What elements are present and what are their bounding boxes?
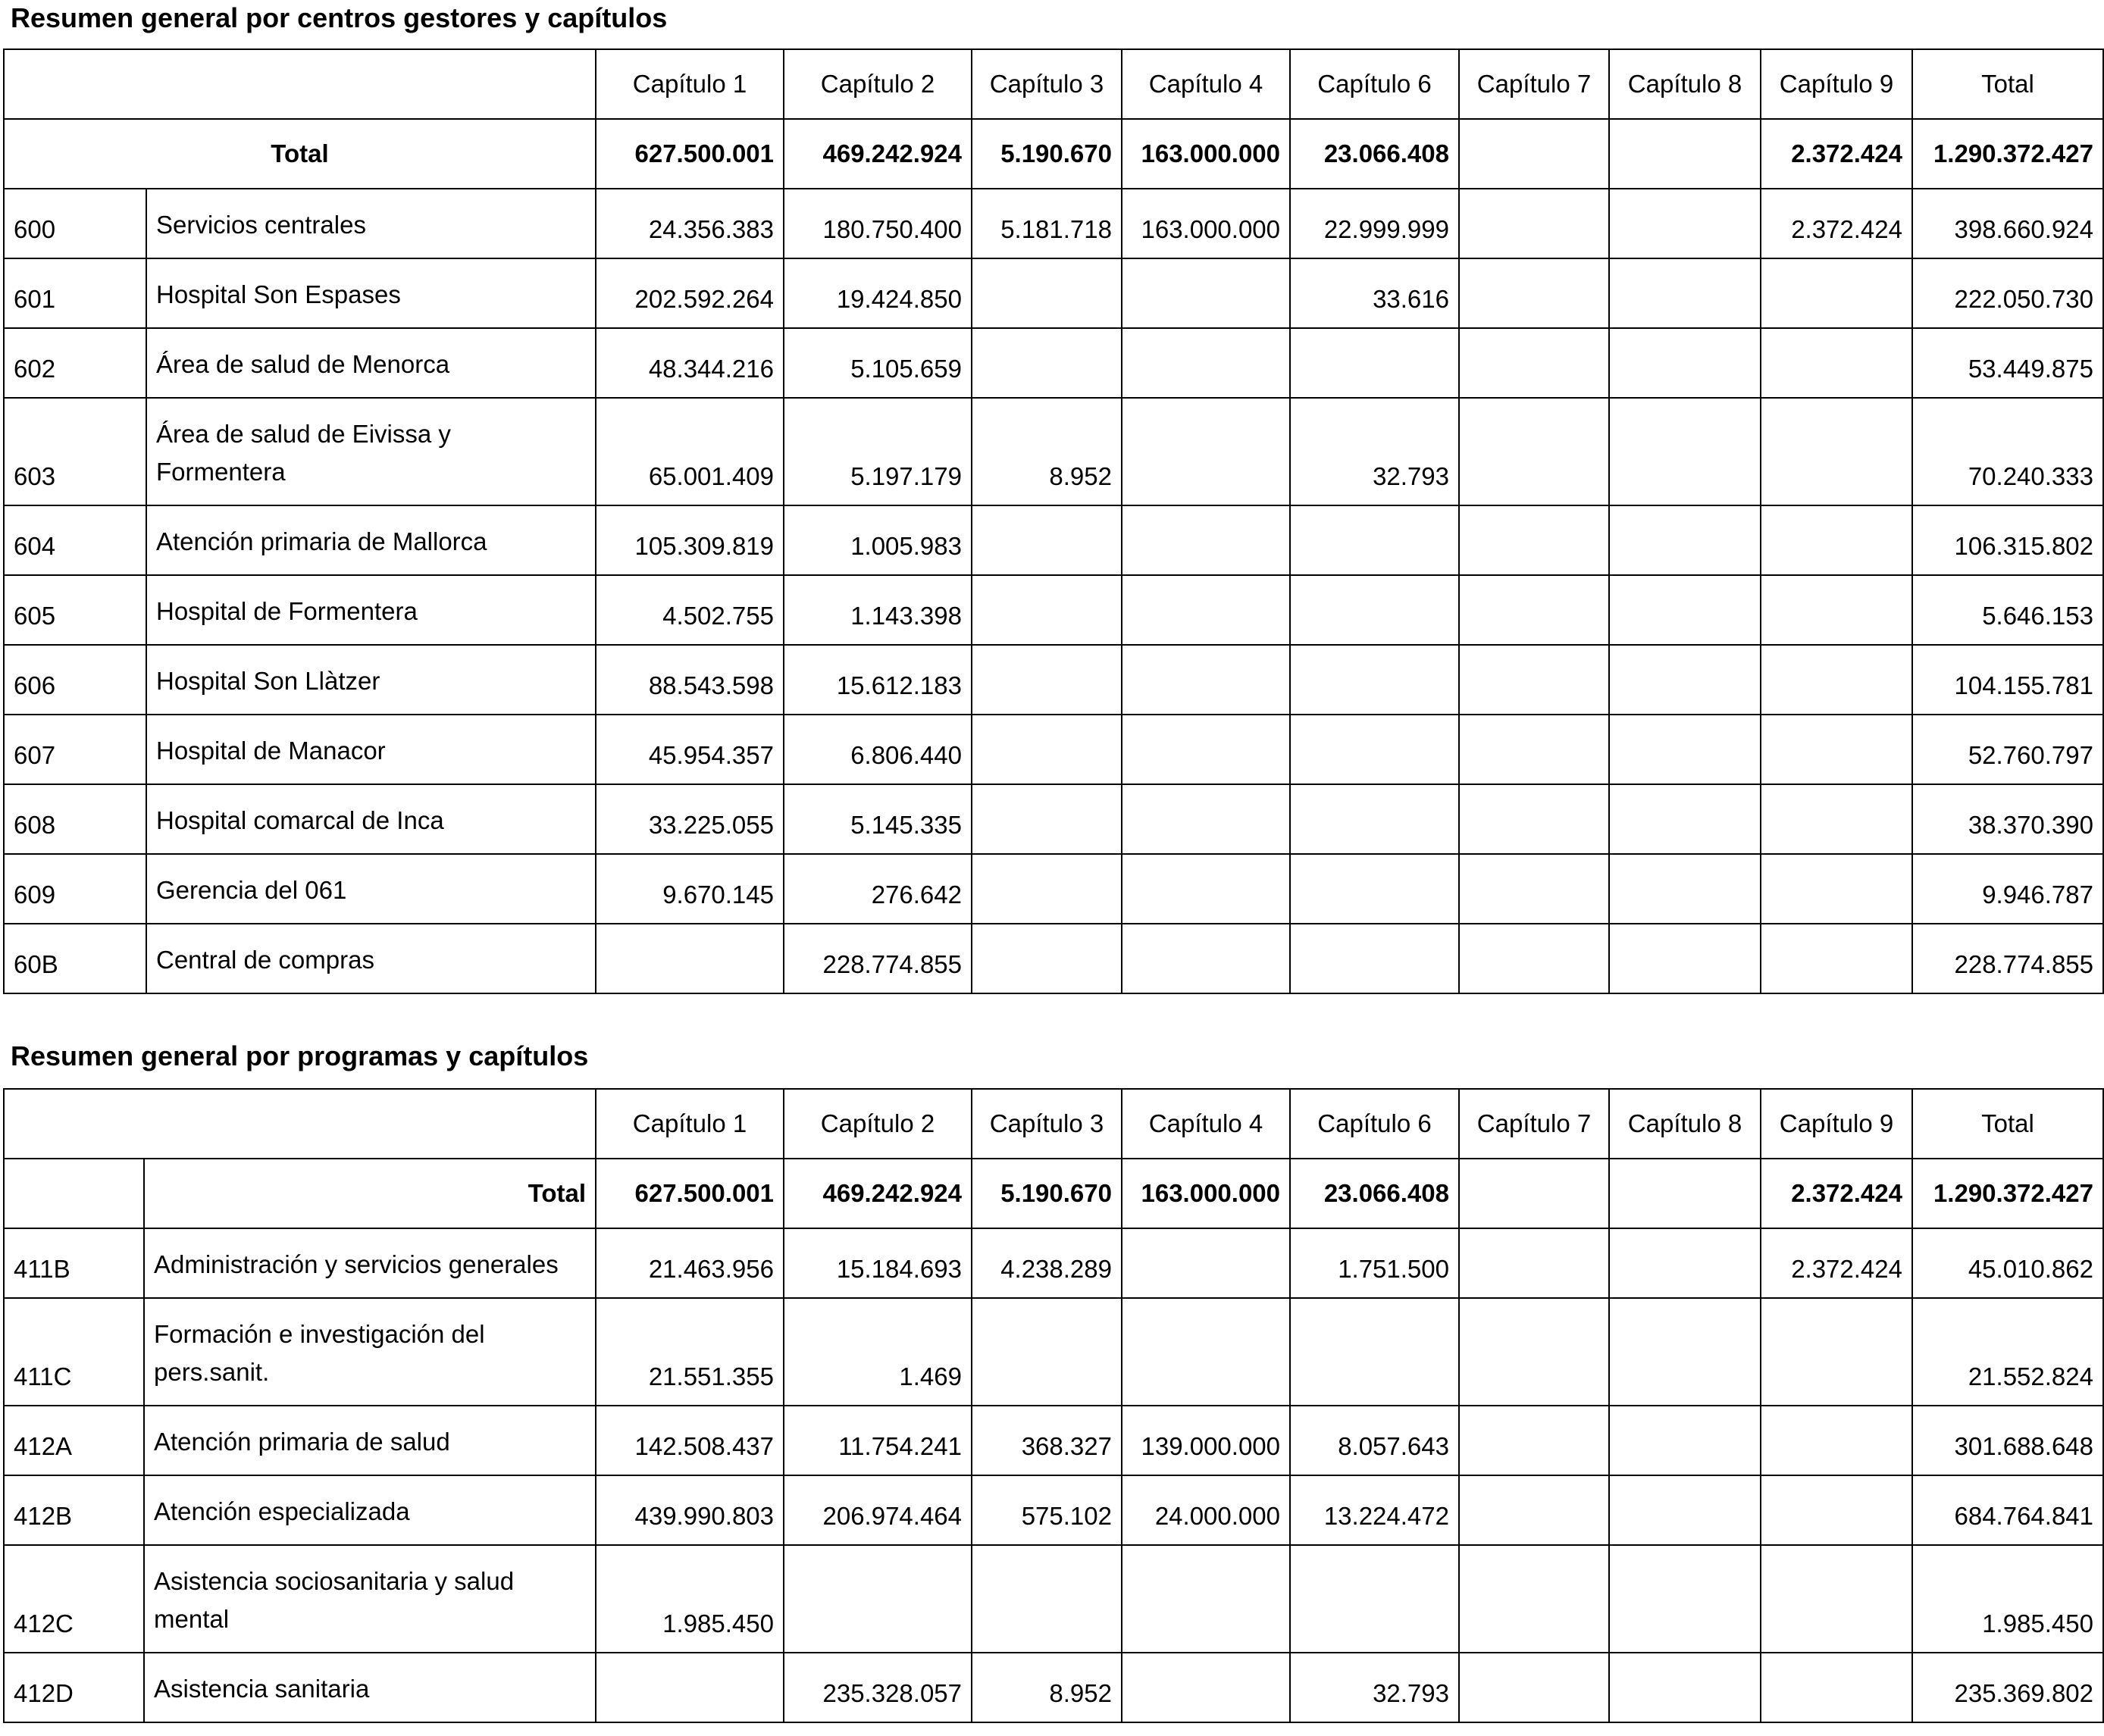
value-cell: 5.197.179 [784,398,972,505]
value-cell [1761,784,1912,854]
value-cell: 53.449.875 [1912,328,2103,398]
row-name: Servicios centrales [146,189,596,258]
value-cell [1459,1545,1609,1653]
value-cell [1609,854,1761,924]
value-cell: 1.985.450 [1912,1545,2103,1653]
column-header: Capítulo 9 [1761,1089,1912,1159]
value-cell: 5.646.153 [1912,575,2103,645]
table-row [4,1545,2103,1653]
value-cell: 6.806.440 [784,715,972,784]
value-cell: 301.688.648 [1912,1406,2103,1475]
value-cell: 21.551.355 [596,1298,784,1406]
value-cell [1761,715,1912,784]
value-cell: 222.050.730 [1912,258,2103,328]
value-cell: 4.238.289 [972,1228,1122,1298]
value-cell [1459,854,1609,924]
value-cell: 235.328.057 [784,1653,972,1722]
value-cell [1122,258,1290,328]
value-cell [1459,1653,1609,1722]
row-code: 412C [4,1545,144,1653]
total-value-cell: 163.000.000 [1122,1159,1290,1228]
row-code: 605 [4,575,146,645]
value-cell [1761,1653,1912,1722]
table-row [4,715,2103,784]
value-cell [1609,328,1761,398]
value-cell: 52.760.797 [1912,715,2103,784]
value-cell [972,784,1122,854]
column-header: Capítulo 9 [1761,49,1912,119]
value-cell [1609,575,1761,645]
value-cell: 9.670.145 [596,854,784,924]
table-row [4,398,2103,505]
total-value-cell: 163.000.000 [1122,119,1290,189]
value-cell [972,505,1122,575]
row-name: Hospital comarcal de Inca [146,784,596,854]
row-code: 604 [4,505,146,575]
value-cell: 38.370.390 [1912,784,2103,854]
value-cell: 11.754.241 [784,1406,972,1475]
total-label: Total [144,1159,596,1228]
row-name: Atención primaria de salud [144,1406,596,1475]
centros-gestores-table [3,48,2104,994]
value-cell [1459,189,1609,258]
row-code: 412B [4,1475,144,1545]
value-cell [1609,1298,1761,1406]
value-cell [784,1545,972,1653]
table-row [4,854,2103,924]
value-cell [1761,1545,1912,1653]
row-code: 607 [4,715,146,784]
row-code: 412D [4,1653,144,1722]
value-cell [596,1653,784,1722]
value-cell [1459,505,1609,575]
value-cell: 276.642 [784,854,972,924]
value-cell [1290,328,1459,398]
total-row [4,119,2103,189]
value-cell: 19.424.850 [784,258,972,328]
row-code: 412A [4,1406,144,1475]
row-name: Central de compras [146,924,596,993]
value-cell: 368.327 [972,1406,1122,1475]
row-name: Área de salud de Menorca [146,328,596,398]
value-cell [1290,645,1459,715]
table-row [4,505,2103,575]
total-value-cell: 627.500.001 [596,119,784,189]
row-code: 609 [4,854,146,924]
value-cell [1290,924,1459,993]
row-name: Atención especializada [144,1475,596,1545]
value-cell [1609,1406,1761,1475]
total-label: Total [4,119,596,189]
value-cell [1761,575,1912,645]
value-cell: 22.999.999 [1290,189,1459,258]
value-cell: 1.985.450 [596,1545,784,1653]
value-cell: 15.612.183 [784,645,972,715]
value-cell [1459,784,1609,854]
value-cell [1290,715,1459,784]
value-cell [972,258,1122,328]
section2-title: Resumen general por programas y capítulos [11,1040,589,1071]
value-cell [1761,645,1912,715]
value-cell: 88.543.598 [596,645,784,715]
value-cell [1459,575,1609,645]
column-header: Capítulo 8 [1609,49,1761,119]
value-cell [1609,1545,1761,1653]
value-cell [1609,1228,1761,1298]
column-header: Capítulo 1 [596,49,784,119]
value-cell: 33.616 [1290,258,1459,328]
table-row [4,328,2103,398]
value-cell [1122,784,1290,854]
value-cell [972,328,1122,398]
value-cell: 33.225.055 [596,784,784,854]
total-value-cell: 1.290.372.427 [1912,1159,2103,1228]
table-row [4,1475,2103,1545]
value-cell: 575.102 [972,1475,1122,1545]
value-cell [1459,328,1609,398]
value-cell: 15.184.693 [784,1228,972,1298]
value-cell: 104.155.781 [1912,645,2103,715]
row-code: 606 [4,645,146,715]
value-cell [972,715,1122,784]
value-cell [1459,715,1609,784]
total-value-cell [1609,1159,1761,1228]
value-cell: 70.240.333 [1912,398,2103,505]
row-name: Hospital Son Llàtzer [146,645,596,715]
value-cell [1459,1298,1609,1406]
value-cell: 8.952 [972,1653,1122,1722]
value-cell [1459,1406,1609,1475]
value-cell: 4.502.755 [596,575,784,645]
value-cell: 65.001.409 [596,398,784,505]
header-blank-cell [4,1089,596,1159]
value-cell [1122,328,1290,398]
value-cell [1609,398,1761,505]
value-cell: 1.751.500 [1290,1228,1459,1298]
column-header: Capítulo 7 [1459,49,1609,119]
value-cell [1290,854,1459,924]
value-cell: 228.774.855 [1912,924,2103,993]
total-value-cell: 2.372.424 [1761,1159,1912,1228]
value-cell [1290,505,1459,575]
value-cell: 5.145.335 [784,784,972,854]
total-value-cell: 469.242.924 [784,119,972,189]
value-cell [972,854,1122,924]
value-cell [1761,1406,1912,1475]
table-row [4,1228,2103,1298]
value-cell [1290,784,1459,854]
value-cell: 2.372.424 [1761,1228,1912,1298]
total-value-cell: 2.372.424 [1761,119,1912,189]
value-cell: 206.974.464 [784,1475,972,1545]
value-cell: 32.793 [1290,398,1459,505]
value-cell [1122,505,1290,575]
value-cell: 21.552.824 [1912,1298,2103,1406]
value-cell [1609,1653,1761,1722]
table-row [4,1653,2103,1722]
row-name: Hospital Son Espases [146,258,596,328]
column-header: Capítulo 4 [1122,49,1290,119]
section1-title: Resumen general por centros gestores y capítulos [11,2,668,33]
row-name: Atención primaria de Mallorca [146,505,596,575]
header-blank-cell [4,49,596,119]
value-cell: 163.000.000 [1122,189,1290,258]
row-code: 411C [4,1298,144,1406]
value-cell: 439.990.803 [596,1475,784,1545]
total-value-cell: 627.500.001 [596,1159,784,1228]
value-cell [972,1545,1122,1653]
value-cell [1122,854,1290,924]
total-value-cell [1459,1159,1609,1228]
value-cell: 21.463.956 [596,1228,784,1298]
value-cell: 398.660.924 [1912,189,2103,258]
value-cell [1609,505,1761,575]
value-cell: 228.774.855 [784,924,972,993]
table-row [4,924,2103,993]
value-cell [1609,1475,1761,1545]
value-cell [1122,575,1290,645]
total-value-cell [1459,119,1609,189]
value-cell [1609,715,1761,784]
row-name: Asistencia sociosanitaria y salud mental [144,1545,596,1653]
value-cell: 2.372.424 [1761,189,1912,258]
row-code: 603 [4,398,146,505]
table-row [4,575,2103,645]
value-cell [1290,1298,1459,1406]
value-cell [1761,854,1912,924]
row-name: Administración y servicios generales [144,1228,596,1298]
column-header: Total [1912,1089,2103,1159]
column-header: Capítulo 3 [972,49,1122,119]
value-cell [1761,924,1912,993]
value-cell: 684.764.841 [1912,1475,2103,1545]
total-row [4,1159,2103,1228]
value-cell [1761,505,1912,575]
value-cell: 8.057.643 [1290,1406,1459,1475]
value-cell: 1.143.398 [784,575,972,645]
row-code: 601 [4,258,146,328]
row-name: Hospital de Manacor [146,715,596,784]
value-cell [1122,1228,1290,1298]
value-cell [1122,924,1290,993]
row-name: Formación e investigación del pers.sanit. [144,1298,596,1406]
header-row [4,49,2103,119]
row-code: 608 [4,784,146,854]
value-cell [972,1298,1122,1406]
value-cell [1761,1298,1912,1406]
value-cell: 142.508.437 [596,1406,784,1475]
header-row [4,1089,2103,1159]
value-cell: 32.793 [1290,1653,1459,1722]
table-row [4,189,2103,258]
value-cell: 5.181.718 [972,189,1122,258]
row-name: Asistencia sanitaria [144,1653,596,1722]
column-header: Capítulo 2 [784,1089,972,1159]
total-value-cell: 469.242.924 [784,1159,972,1228]
value-cell [1761,258,1912,328]
table-row [4,645,2103,715]
value-cell: 45.010.862 [1912,1228,2103,1298]
row-code: 411B [4,1228,144,1298]
column-header: Total [1912,49,2103,119]
value-cell: 235.369.802 [1912,1653,2103,1722]
value-cell [1290,575,1459,645]
total-value-cell [1609,119,1761,189]
value-cell: 8.952 [972,398,1122,505]
table-row [4,1298,2103,1406]
total-value-cell: 5.190.670 [972,1159,1122,1228]
table-row [4,258,2103,328]
value-cell [972,924,1122,993]
value-cell: 9.946.787 [1912,854,2103,924]
table-row [4,784,2103,854]
total-value-cell: 1.290.372.427 [1912,119,2103,189]
value-cell [1459,258,1609,328]
column-header: Capítulo 1 [596,1089,784,1159]
value-cell: 48.344.216 [596,328,784,398]
programas-table [3,1088,2104,1723]
value-cell [1761,398,1912,505]
total-value-cell: 5.190.670 [972,119,1122,189]
value-cell [1609,784,1761,854]
value-cell: 45.954.357 [596,715,784,784]
row-code: 60B [4,924,146,993]
value-cell [1609,189,1761,258]
value-cell [1609,258,1761,328]
value-cell: 1.005.983 [784,505,972,575]
value-cell [1290,1545,1459,1653]
value-cell [972,575,1122,645]
row-name: Gerencia del 061 [146,854,596,924]
value-cell [972,645,1122,715]
row-code: 602 [4,328,146,398]
column-header: Capítulo 7 [1459,1089,1609,1159]
value-cell [1122,398,1290,505]
value-cell [1761,328,1912,398]
value-cell: 1.469 [784,1298,972,1406]
value-cell [1122,715,1290,784]
row-code: 600 [4,189,146,258]
value-cell [1761,1475,1912,1545]
value-cell [1122,1298,1290,1406]
value-cell: 106.315.802 [1912,505,2103,575]
column-header: Capítulo 8 [1609,1089,1761,1159]
value-cell: 24.000.000 [1122,1475,1290,1545]
total-code-blank [4,1159,144,1228]
row-name: Hospital de Formentera [146,575,596,645]
value-cell: 139.000.000 [1122,1406,1290,1475]
value-cell [1609,645,1761,715]
value-cell: 5.105.659 [784,328,972,398]
row-name: Área de salud de Eivissa y Formentera [146,398,596,505]
total-value-cell: 23.066.408 [1290,1159,1459,1228]
value-cell: 24.356.383 [596,189,784,258]
value-cell [1459,398,1609,505]
value-cell: 180.750.400 [784,189,972,258]
value-cell [1459,1475,1609,1545]
value-cell: 13.224.472 [1290,1475,1459,1545]
value-cell [1459,1228,1609,1298]
value-cell: 105.309.819 [596,505,784,575]
total-value-cell: 23.066.408 [1290,119,1459,189]
value-cell [1459,924,1609,993]
value-cell [1122,1545,1290,1653]
column-header: Capítulo 6 [1290,49,1459,119]
column-header: Capítulo 6 [1290,1089,1459,1159]
value-cell: 202.592.264 [596,258,784,328]
value-cell [1122,645,1290,715]
value-cell [1459,645,1609,715]
column-header: Capítulo 4 [1122,1089,1290,1159]
column-header: Capítulo 2 [784,49,972,119]
table-row [4,1406,2103,1475]
value-cell [596,924,784,993]
value-cell [1122,1653,1290,1722]
column-header: Capítulo 3 [972,1089,1122,1159]
value-cell [1609,924,1761,993]
